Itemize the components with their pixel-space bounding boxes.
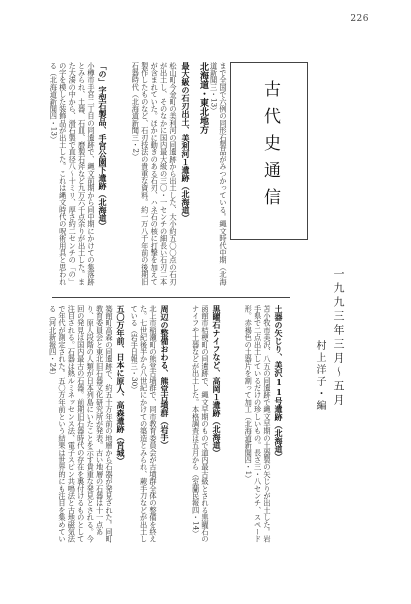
date-range: 一九九三年三月～五月 [332,268,345,408]
section-text-misawa: 苫小牧市美沢、八五の同遺跡で縄文早期の土器製の矢じりが出土した。岩手県で二点出土しているだけの珍しいもの。長さ三・八センチ、スペード形。赤褐色の土器片を割って加工（北海道新聞四・1） [244,305,272,543]
section-text-kumado: 北上市稲瀬町の熊堂古墳群で、同市教育委員会が古墳群全体の整備を終えた。七世紀後半から八世紀にかけての築造とみられ、蕨手刀などが出土している（岩手日報三・30） [130,305,158,543]
section-title-mirikawa: 最大級の石刃出土、美利河１遺跡（北海道） [181,62,191,222]
region-heading: 北海道・東北地方 [198,62,208,134]
book-title: 古代史通信 [260,80,280,215]
section-text-takamori: 築館町高森の同遺跡で、約五十万年前の地層から石器が発見された。同町教育委員会と東北旧石器文化研究所が発表。古い地層の石器は十一点あり、原人段階の人類が日本列島にいたことを示す貴重な発見とされる。今回の発見は国内最古の石器。前期旧石器時代の存在を裏付けるものとして注目される。石器は熱ルミネッセンス法、電子スピン共鳴法と古地磁気法で年代が測定された。五〇万年前という結果は世界的にも注目を集めている（河北新報四・24） [48,305,114,543]
section-text-temiya: 小樽市手宮二丁目の同遺跡で、縄文前期から同中期にかけての集落跡とみられ、土器、石皿、磨製石斧など九万六千点余りが出土した。また大湊の中から、滑石製で直径八〜十ミリ、厚さ約二センチの「の」の字を模した装飾品が出土した。これは縄文時代の呪術用具と思われる（北海道新聞四・13） [49,62,96,286]
editor-name: 村上洋子・編 [314,340,325,412]
page-number: 226 [350,14,369,24]
section-tail-text: まで全国で六例の同形石製品がみつかっている。縄文時代中期（北海道新聞三・13） [209,62,228,286]
section-title-takamori: 五〇万年前、日本に原人、高森遺跡（宮城） [116,305,126,465]
section-text-takaoka: 函館市桔梗町の同遺跡で、縄文早期のもので道内最古級とされる黒曜石のナイフや土器などが出土した。本格調査は五月から（室蘭民報四・14） [191,305,210,543]
band-rule [52,297,290,298]
section-text-mirikawa: 松山町今金町の美利河の同遺跡から出土した、大小約五〇〇点の石刃が出土し、そのなかに国内最大級の三〇・一センチの細長い石刃二本が含まれていた。ほかに動きのある石刃、ハネ石の核に打撃を加えて製作したものなど、石刃技法の貴重な資料。約一万八千年前の後期旧石器時代（北海道新聞三・2） [131,62,178,286]
section-title-misawa: 土器の矢じり、美沢11号遺跡（北海道） [274,305,284,461]
section-title-temiya: 「の」字型石製品、手宮公園下遺跡（北海道） [98,62,108,230]
section-title-kumado: 周辺の整備おわる、熊堂古墳群（岩手） [160,305,170,449]
section-title-takaoka: 黒曜石ナイフなど、高岡１遺跡（北海道） [212,305,222,457]
